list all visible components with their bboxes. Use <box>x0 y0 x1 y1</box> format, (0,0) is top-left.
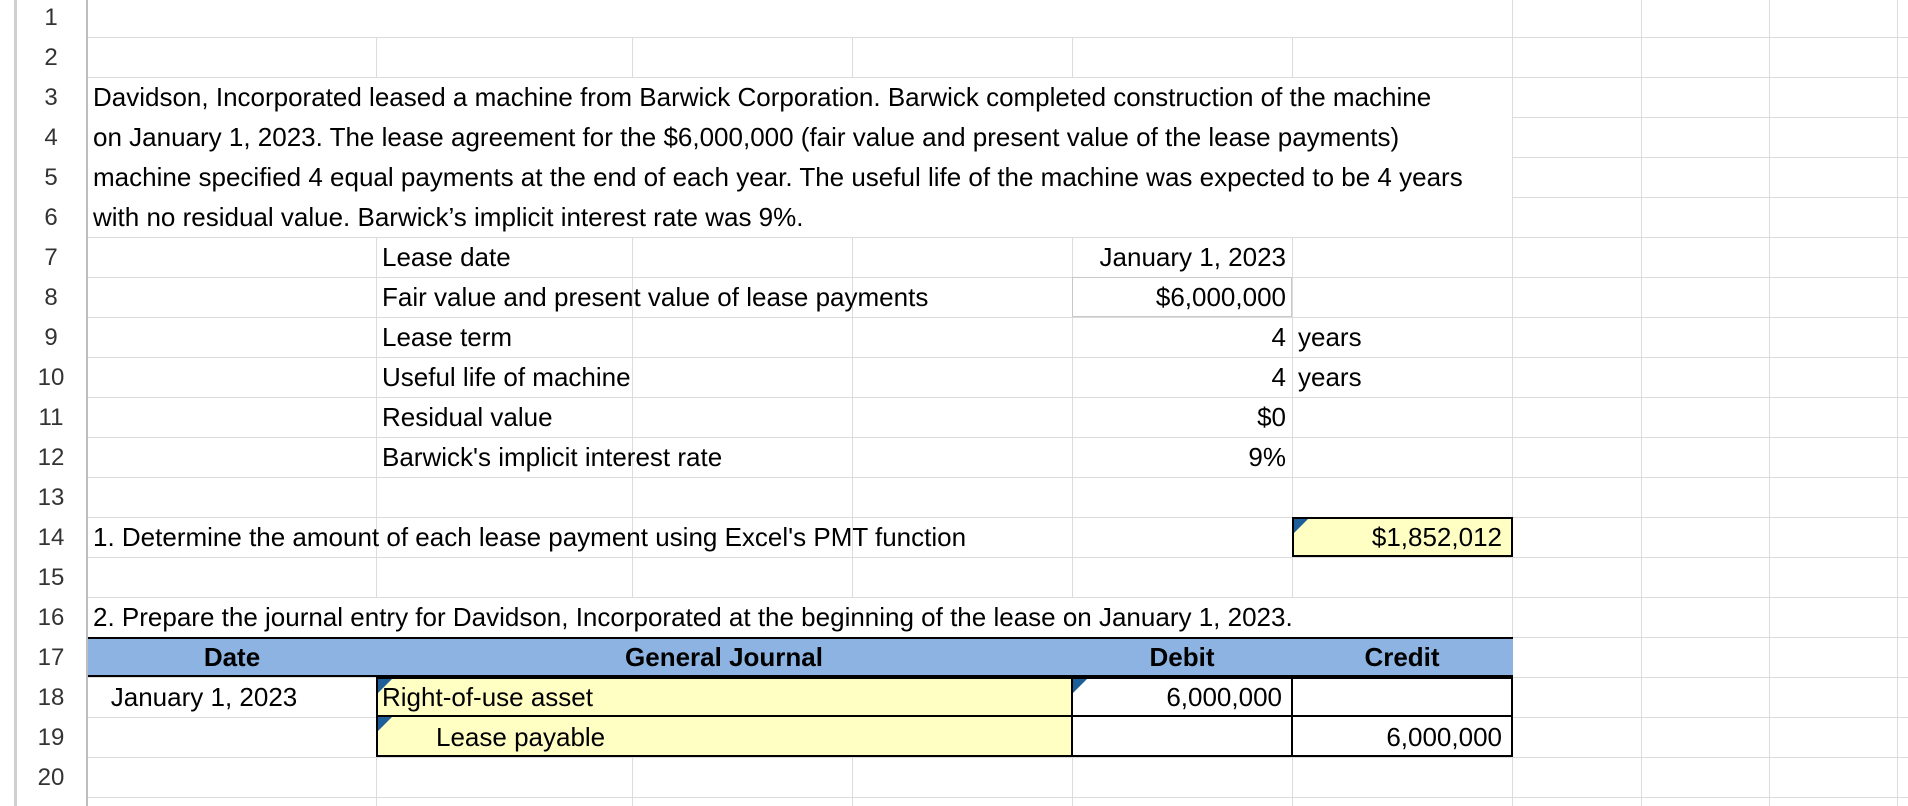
journal-debit-value[interactable]: 6,000,000 <box>1166 682 1282 712</box>
row-number[interactable]: 3 <box>44 84 58 111</box>
journal-header-general[interactable]: General Journal <box>625 642 823 672</box>
row-header-edge <box>14 0 17 806</box>
row-number[interactable]: 4 <box>44 124 58 151</box>
journal-credit-cell[interactable] <box>1291 677 1513 717</box>
row-number[interactable]: 15 <box>37 564 65 591</box>
grid-row-line <box>86 357 1908 358</box>
pmt-answer-value[interactable]: $1,852,012 <box>1371 522 1502 552</box>
problem-line[interactable]: Davidson, Incorporated leased a machine from Barwick Corporation. Barwick completed construction of the machine <box>93 82 1432 112</box>
journal-header-debit[interactable]: Debit <box>1149 642 1215 672</box>
row-number[interactable]: 14 <box>37 524 65 551</box>
row-number[interactable]: 1 <box>44 4 58 31</box>
fact-label[interactable]: Residual value <box>382 402 553 432</box>
grid-row-line <box>86 237 1908 238</box>
grid-row-line <box>86 397 1908 398</box>
journal-debit-cell[interactable] <box>1071 715 1293 757</box>
problem-line[interactable]: machine specified 4 equal payments at the end of each year. The useful life of the machine was expected to be 4 years <box>93 162 1463 192</box>
fact-value[interactable]: $6,000,000 <box>1155 282 1286 312</box>
grid-row-line <box>86 437 1908 438</box>
grid-row-line <box>86 557 1908 558</box>
journal-credit-value[interactable]: 6,000,000 <box>1386 722 1502 752</box>
problem-line[interactable]: with no residual value. Barwick’s implicit interest rate was 9%. <box>93 202 804 232</box>
row-number[interactable]: 12 <box>37 444 65 471</box>
row-number[interactable]: 2 <box>44 44 58 71</box>
row-number[interactable]: 11 <box>38 404 64 431</box>
grid-col-line <box>1897 0 1898 806</box>
grid-row-line <box>86 757 1908 758</box>
row-header <box>0 0 88 806</box>
grid-row-line <box>86 277 1908 278</box>
fact-value[interactable]: 4 <box>1271 362 1286 392</box>
q1-text[interactable]: 1. Determine the amount of each lease payment using Excel's PMT function <box>93 522 967 552</box>
row-number[interactable]: 17 <box>37 644 65 671</box>
journal-account-text[interactable]: Lease payable <box>436 722 606 752</box>
row-number[interactable]: 6 <box>44 204 58 231</box>
fact-label[interactable]: Lease date <box>382 242 511 272</box>
q2-text[interactable]: 2. Prepare the journal entry for Davidson, Incorporated at the beginning of the lease on January 1, 2023. <box>93 602 1293 632</box>
comment-indicator-icon <box>378 717 392 731</box>
grid-row-line <box>86 317 1908 318</box>
row-number[interactable]: 19 <box>37 724 65 751</box>
journal-header-date[interactable]: Date <box>203 642 261 672</box>
fact-unit[interactable]: years <box>1298 322 1362 352</box>
fact-label[interactable]: Useful life of machine <box>382 362 631 392</box>
grid-row-line <box>86 797 1908 798</box>
fact-value[interactable]: January 1, 2023 <box>1099 242 1286 272</box>
row-number[interactable]: 16 <box>37 604 65 631</box>
problem-line[interactable]: on January 1, 2023. The lease agreement for the $6,000,000 (fair value and present value of the lease payments) <box>93 122 1400 152</box>
grid-col-line <box>1769 0 1770 806</box>
journal-account-text[interactable]: Right-of-use asset <box>382 682 593 712</box>
grid-col-line <box>1641 0 1642 806</box>
fact-label[interactable]: Fair value and present value of lease payments <box>382 282 929 312</box>
row-number[interactable]: 9 <box>44 324 58 351</box>
row-number[interactable]: 5 <box>44 164 58 191</box>
grid-row-line <box>86 477 1908 478</box>
row-number[interactable]: 7 <box>44 244 58 271</box>
row-number[interactable]: 10 <box>37 364 65 391</box>
fact-value[interactable]: 4 <box>1271 322 1286 352</box>
fact-value[interactable]: 9% <box>1248 442 1286 472</box>
row-number[interactable]: 13 <box>37 484 65 511</box>
fact-label[interactable]: Lease term <box>382 322 513 352</box>
row-number[interactable]: 20 <box>37 764 65 791</box>
row-number[interactable]: 18 <box>37 684 65 711</box>
fact-label[interactable]: Barwick's implicit interest rate <box>382 442 723 472</box>
row-number[interactable]: 8 <box>44 284 58 311</box>
journal-date-cell[interactable]: January 1, 2023 <box>110 682 298 712</box>
journal-header-credit[interactable]: Credit <box>1364 642 1440 672</box>
fact-unit[interactable]: years <box>1298 362 1362 392</box>
grid-row-line <box>86 37 1908 38</box>
fact-value[interactable]: $0 <box>1257 402 1286 432</box>
